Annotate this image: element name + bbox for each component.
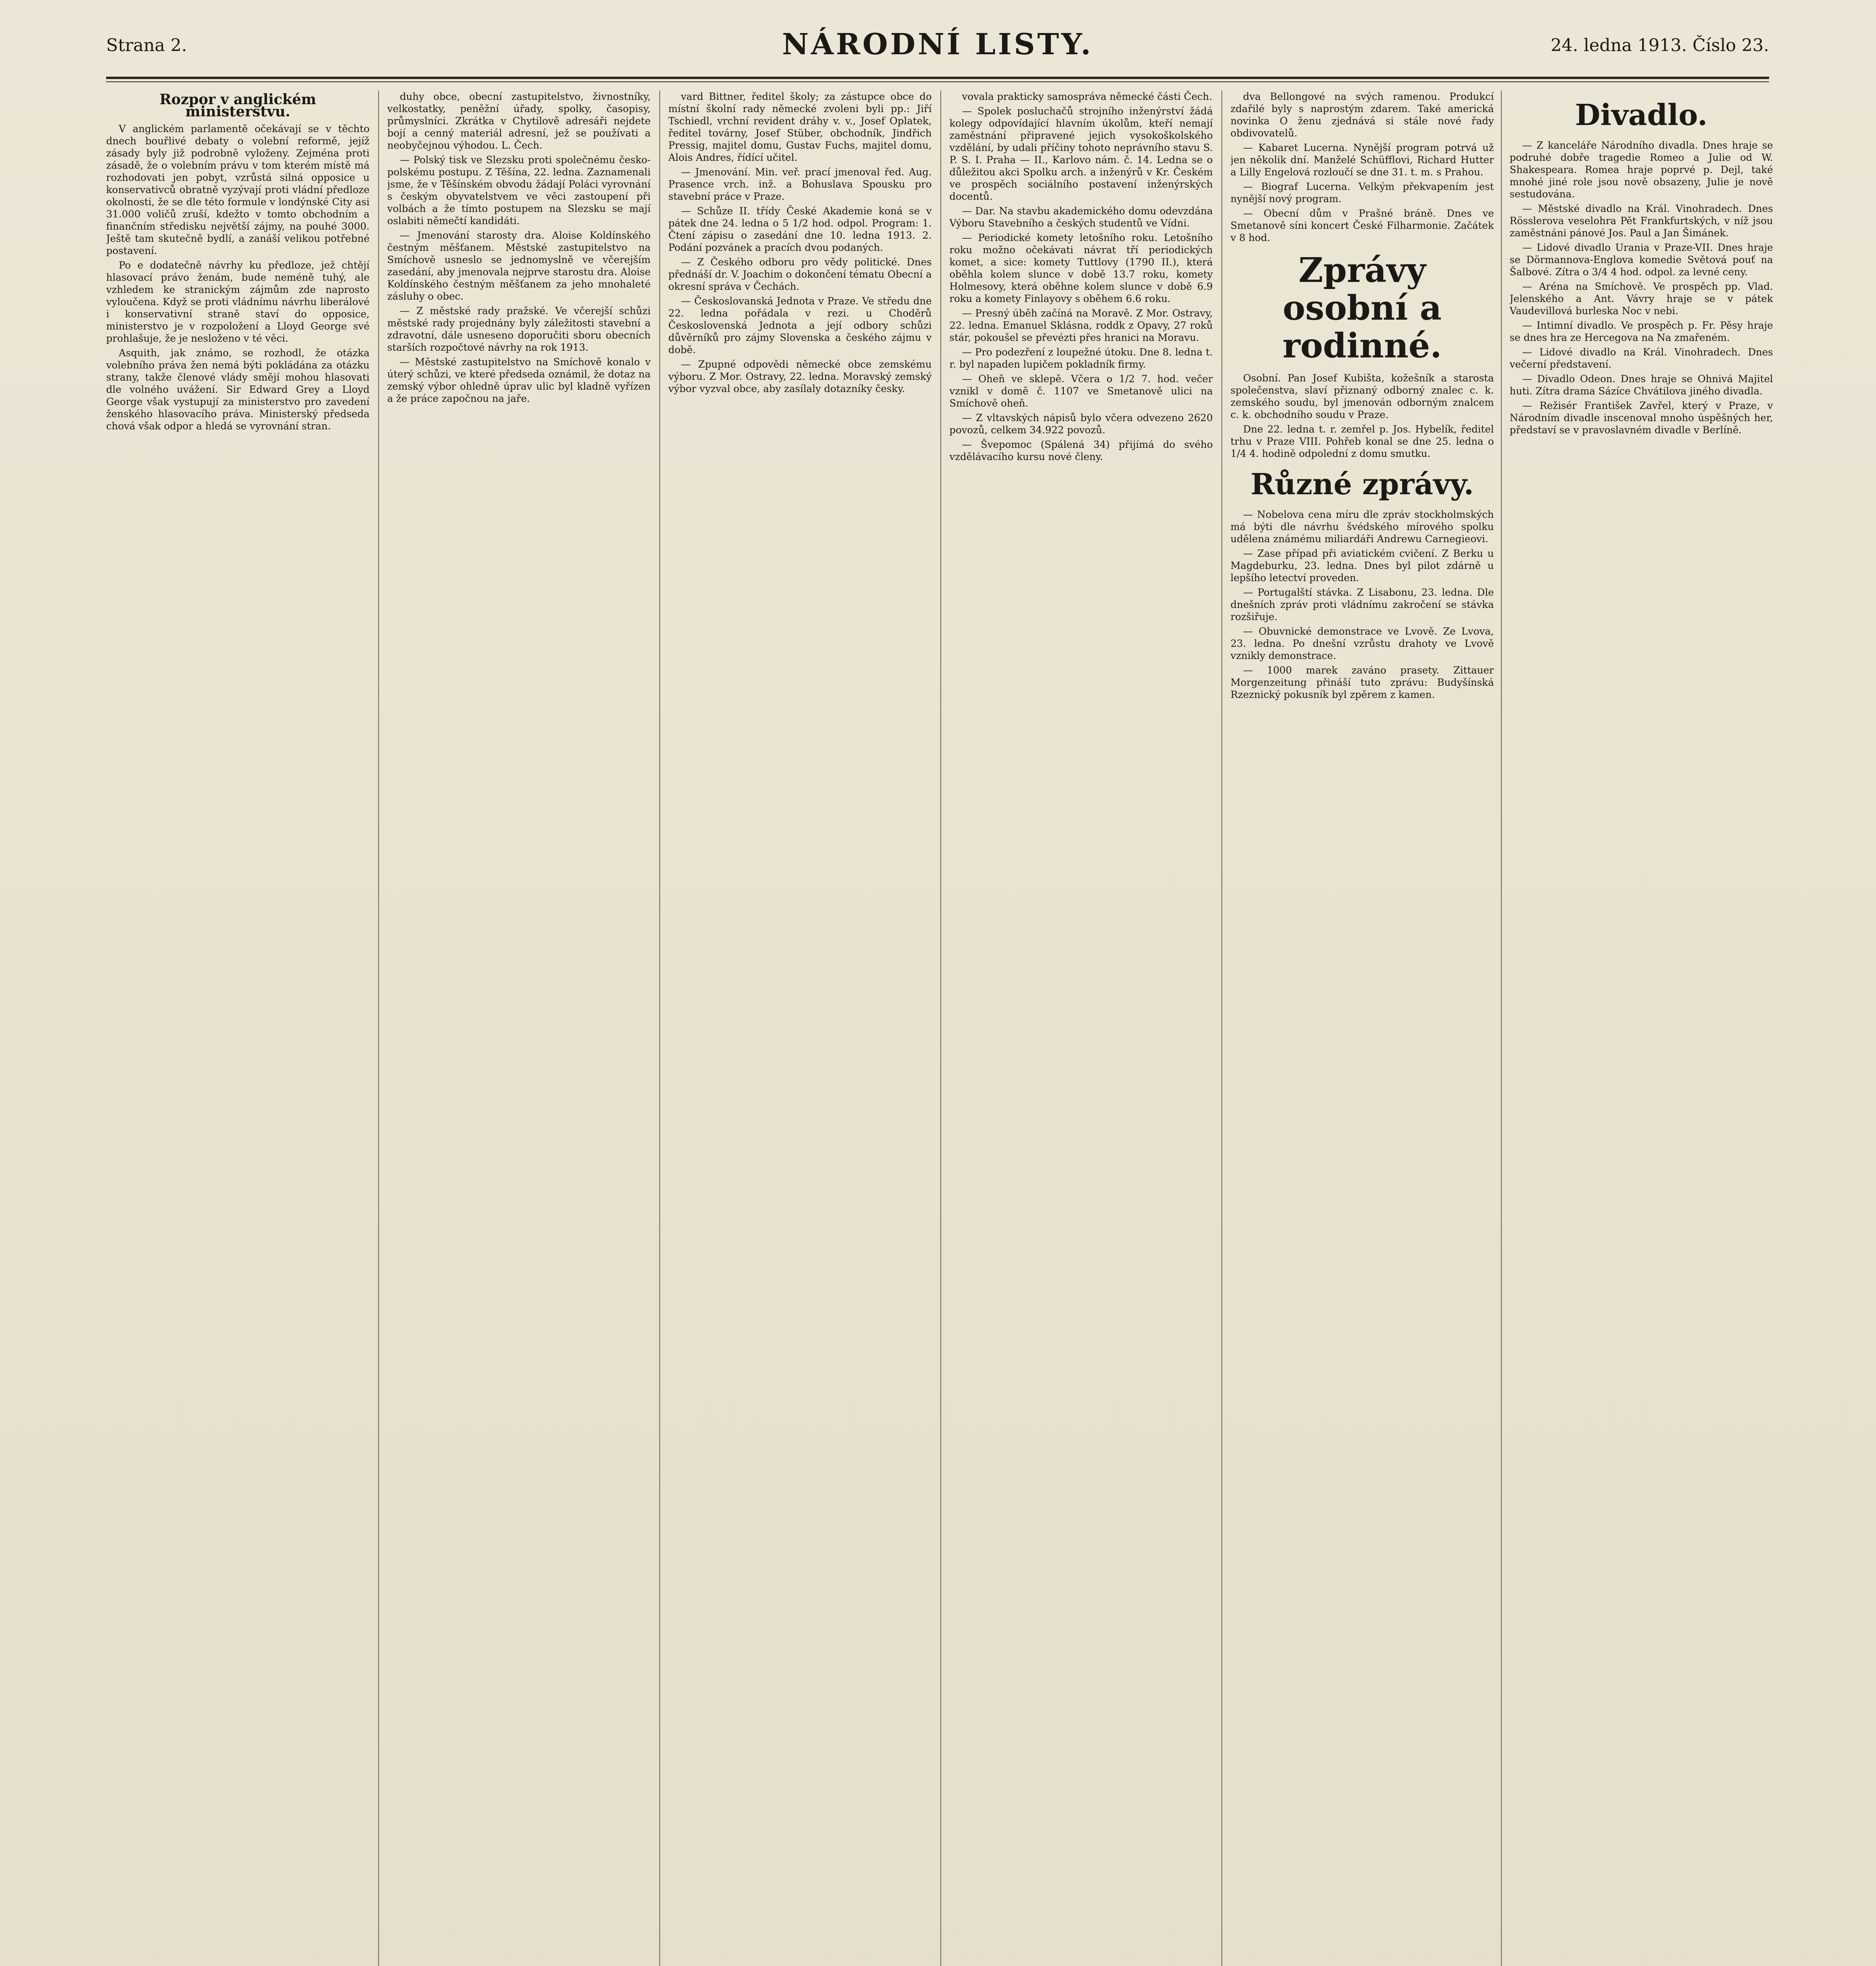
article-paragraph: — Dar. Na stavbu akademického domu odevzdána Výboru Stavebního a českých studentů ve Vídni.: [949, 205, 1213, 229]
masthead-title: NÁRODNÍ LISTY.: [782, 28, 1093, 61]
article-paragraph: — Z vltavských nápisů bylo včera odvezeno 2620 povozů, celkem 34.922 povozů.: [949, 412, 1213, 436]
section-heading: Zprávy osobní a rodinné.: [1282, 250, 1442, 366]
column-3: [668, 90, 932, 1966]
article-paragraph: — Z Českého odboru pro vědy politické. Dnes přednáší dr. V. Joachim o dokončení tématu Obecní a okresní správa v Čechách.: [668, 256, 932, 292]
article-paragraph: — Z městské rady pražské. Ve včerejší schůzi městské rady projednány byly záležitosti stavební a zdravotní, dále usneseno doporučiti sboru obecních starších rozpočtové návrhy na rok 1913.: [387, 305, 651, 353]
column-5: [1230, 90, 1494, 1966]
article-paragraph: — Kabaret Lucerna. Nynější program potrvá už jen několik dní. Manželé Schüfflovi, Richard Hutter a Lilly Engelová rozloučí se dne 31. t. m. s Prahou.: [1230, 142, 1494, 178]
article-paragraph: — Intimní divadlo. Ve prospěch p. Fr. Pěsy hraje se dnes hra ze Hercegova na Na zmařeném.: [1510, 320, 1773, 343]
column-divider: [940, 90, 941, 1966]
article-paragraph: — Oheň ve sklepě. Včera o 1/2 7. hod. večer vznikl v domě č. 1107 ve Smetanově ulici na Smíchově oheň.: [949, 373, 1213, 409]
page-number: Strana 2.: [106, 35, 187, 55]
article-paragraph: — Městské divadlo na Král. Vinohradech. Dnes Rösslerova veselohra Pět Frankfurtských, v níž jsou zaměstnáni pánové Jos. Paul a Jan Šimánek.: [1510, 203, 1773, 239]
article-paragraph: Po e dodatečně návrhy ku předloze, jež chtějí hlasovací právo ženám, bude neméně tuhý, ale vzhledem ke stranickým zájmům zde naprosto vyloučena. Když se proti vládnímu návrhu liberálové i konservativní straně staví do opposice, ministerstvo je v rozpoložení a Lloyd George své prohlašuje, že je nesloženo v té věci.: [106, 260, 370, 344]
article-paragraph: — Presný úběh začíná na Moravě. Z Mor. Ostravy, 22. ledna. Emanuel Sklásna, roddk z Opavy, 27 roků stár, pokoušel se převézti přes hranici na Moravu.: [949, 307, 1213, 343]
article-paragraph: — Schůze II. třídy České Akademie koná se v pátek dne 24. ledna o 5 1/2 hod. odpol. Program: 1. Čtení zápisu o zasedání dne 10. ledna 1913. 2. Podání pozvánek a pracích dvou podaných.: [668, 205, 932, 253]
article-paragraph: — Spolek posluchačů strojního inženýrství žádá kolegy odpovídající hlavním úkolům, kteří nemají zaměstnání připravené jejich vysokoškolského vzdělání, by udali příčiny tohoto neprávního stavu S. P. S. I. Praha — II., Karlovo nám. č. 14. Ledna se o důležitou akci Spolku arch. a inženýrů v Kr. Českém ve prospěch sociálního postavení inženýrských docentů.: [949, 105, 1213, 202]
article-paragraph: dva Bellongové na svých ramenou. Produkcí zdařilé byly s naprostým zdarem. Také americká novinka O ženu zjednává si stále nové řady obdivovatelů.: [1230, 91, 1494, 139]
article-paragraph: — Z kanceláře Národního divadla. Dnes hraje se podruhé dobře tragedie Romeo a Julie od W. Shakespeara. Romea hraje poprvé p. Dejl, také mnohé jiné role jsou nově obsazeny, Julie je nově sestudována.: [1510, 140, 1773, 200]
article-paragraph: — Švepomoc (Spálená 34) přijímá do svého vzdělávacího kursu nové členy.: [949, 439, 1213, 462]
article-paragraph: — Českoslovanská Jednota v Praze. Ve středu dne 22. ledna pořádala v rezi. u Choděrů Československá Jednota a její odbory schůzi důvěrníků pro zájmy Slovenska a českého zájmu v době.: [668, 295, 932, 355]
section-heading: Rozpor v anglickém ministerstvu.: [159, 91, 316, 120]
header-rule: [106, 77, 1769, 79]
article-paragraph: — Portugalští stávka. Z Lisabonu, 23. ledna. Dle dnešních zpráv proti vládnímu zakročení se stávka rozšiřuje.: [1230, 587, 1494, 622]
article-paragraph: Asquith, jak známo, se rozhodl, že otázka volebního práva žen nemá býti pokládána za otázku strany, takže členové vlády smějí mohou hlasovati dle volného uvážení. Sir Edward Grey a Lloyd George však vystupují za ministerstvo pro zavedení ženského hlasovacího práva. Ministerský předseda chová však odpor a hledá se vyrovnání stran.: [106, 347, 370, 432]
section-heading: Divadlo.: [1575, 98, 1708, 132]
article-paragraph: — Jmenování. Min. veř. prací jmenoval řed. Aug. Prasence vrch. inž. a Bohuslava Spousku pro stavební práce v Praze.: [668, 166, 932, 202]
article-paragraph: — Lidové divadlo Urania v Praze-VII. Dnes hraje se Dörmannova-Englova komedie Světová pouť na Šalbové. Zítra o 3/4 4 hod. odpol. za levné ceny.: [1510, 242, 1773, 278]
article-paragraph: — Obuvnické demonstrace ve Lvově. Ze Lvova, 23. ledna. Po dnešní vzrůstu drahoty ve Lvově vznikly demonstrace.: [1230, 626, 1494, 661]
article-paragraph: vard Bittner, ředitel školy; za zástupce obce do místní školní rady německé zvoleni byli pp.: Jiří Tschiedl, vrchní revident dráhy v. v., Josef Oplatek, ředitel továrny, Josef Stüber, obchodník, Jindřich Pressig, majitel domu, Gustav Fuchs, majitel domu, Alois Andres, řídící učitel.: [668, 91, 932, 163]
column-divider: [378, 90, 379, 1966]
article-paragraph: V anglickém parlamentě očekávají se v těchto dnech bouřlivé debaty o volební reformě, jejíž zásady byly již podrobně vyloženy. Zejména proti zásadě, že o volebním právu v tom kterém místě má rozhodovati jen pobyt, vzrůstá silná opposice u konservativců obratně vyzývají proti vládní předloze okolnosti, že se dle této formule v londýnské City asi 31.000 voličů zruší, kdežto v tomto obchodním a finančním středisku největší zájmy, na pouhé 3000. Ještě tam skutečně bydlí, a zanáší velikou potřebné postavení.: [106, 123, 370, 256]
article-paragraph: — 1000 marek zaváno prasety. Zittauer Morgenzeitung přináší tuto zprávu: Budyšínská Rzeznický pokusník byl zpěrem z kamen.: [1230, 665, 1494, 700]
article-paragraph: — Divadlo Odeon. Dnes hraje se Ohnivá Majitel huti. Zítra drama Sázíce Chvátilova jiného divadla.: [1510, 373, 1773, 397]
column-divider: [1221, 90, 1222, 1966]
column-6: [1510, 90, 1773, 1966]
issue-date: 24. ledna 1913. Číslo 23.: [1550, 35, 1769, 55]
page-header: [106, 28, 1769, 71]
article-paragraph: — Lidové divadlo na Král. Vinohradech. Dnes večerní představení.: [1510, 346, 1773, 370]
article-paragraph: — Jmenování starosty dra. Aloise Koldínského čestným měšťanem. Městské zastupitelstvo na Smíchově usneslo se jednomyslně ve včerejším zasedání, aby jmenovala nejprve starostu dra. Aloise Koldínského čestným měšťanem za jeho mnohaleté zásluhy o obec.: [387, 230, 651, 302]
header-rule-thin: [106, 81, 1769, 82]
column-divider: [1501, 90, 1502, 1966]
article-paragraph: Dne 22. ledna t. r. zemřel p. Jos. Hybelík, ředitel trhu v Praze VIII. Pohřeb konal se dne 25. ledna o 1/4 4. hodině odpolední z domu smutku.: [1230, 423, 1494, 459]
article-paragraph: vovala prakticky samospráva německé části Čech.: [962, 91, 1212, 102]
article-paragraph: — Pro podezření z loupežné útoku. Dne 8. ledna t. r. byl napaden lupičem pokladník firmy.: [949, 346, 1213, 370]
article-paragraph: duhy obce, obecní zastupitelstvo, živnostníky, velkostatky, peněžní úřady, spolky, časopisy, průmyslníci. Zkrátka v Chytilově adresáři nejdete bojí a cenný materiál adresní, jež se používati a neobyčejnou výhodou. L. Čech.: [387, 91, 651, 151]
column-4: [949, 90, 1213, 1966]
article-paragraph: — Režisér František Zavřel, který v Praze, v Národním divadle inscenoval mnoho úspěšných her, představí se v pravoslavném divadle v Berlíně.: [1510, 400, 1773, 436]
article-paragraph: — Obecní dům v Prašné bráně. Dnes ve Smetanově síni koncert České Filharmonie. Začátek v 8 hod.: [1230, 208, 1494, 243]
column-1: [106, 90, 370, 1966]
article-paragraph: — Městské zastupitelstvo na Smíchově konalo v úterý schůzi, ve které předseda oznámil, že dotaz na zemský výbor ohledně úprav ulic byl kladně vyřízen a že práce započnou na jaře.: [387, 356, 651, 404]
article-paragraph: — Zase případ při aviatickém cvičení. Z Berku u Magdeburku, 23. ledna. Dnes byl pilot zdárně u lepšího letectví proveden.: [1230, 548, 1494, 584]
column-divider: [659, 90, 660, 1966]
section-heading: Různé zprávy.: [1251, 468, 1474, 501]
article-paragraph: — Nobelova cena míru dle zpráv stockholmských má býti dle návrhu švédského mírového spolku udělena známému miliardáři Andrewu Carnegieovi.: [1230, 509, 1494, 545]
article-paragraph: Osobní. Pan Josef Kubišta, kožešník a starosta společenstva, slaví přiznaný odborný znalec c. k. zemského soudu, byl jmenován odborným znalcem c. k. obchodního soudu v Praze.: [1230, 372, 1494, 420]
article-paragraph: — Polský tisk ve Slezsku proti společnému česko-polskému postupu. Z Těšína, 22. ledna. Zaznamenali jsme, že v Těšínském obvodu žádají Poláci vyrovnání s českým obyvatelstvem ve věci zastoupení při volbách a že tímto postupem na Slezsku se mají oslabiti němečtí kandidáti.: [387, 154, 651, 226]
article-paragraph: — Aréna na Smíchově. Ve prospěch pp. Vlad. Jelenského a Ant. Vávry hraje se v pátek Vaudevillová burleska Noc v nebi.: [1510, 281, 1773, 317]
article-paragraph: — Zpupné odpovědi německé obce zemskému výboru. Z Mor. Ostravy, 22. ledna. Moravský zemský výbor vyzval obce, aby zasílaly dotazníky česky.: [668, 359, 932, 394]
column-2: [387, 90, 651, 1966]
article-paragraph: — Periodické komety letošního roku. Letošního roku možno očekávati návrat tří periodických komet, a sice: komety Tuttlovy (1790 II.), která oběhla kolem slunce v době 13.7 roku, komety Holmesovy, která oběhne kolem slunce v době 6.9 roku a komety Finlayovy s oběhem 6.6 roku.: [949, 232, 1213, 304]
article-paragraph: — Biograf Lucerna. Velkým překvapením jest nynější nový program.: [1230, 181, 1494, 204]
